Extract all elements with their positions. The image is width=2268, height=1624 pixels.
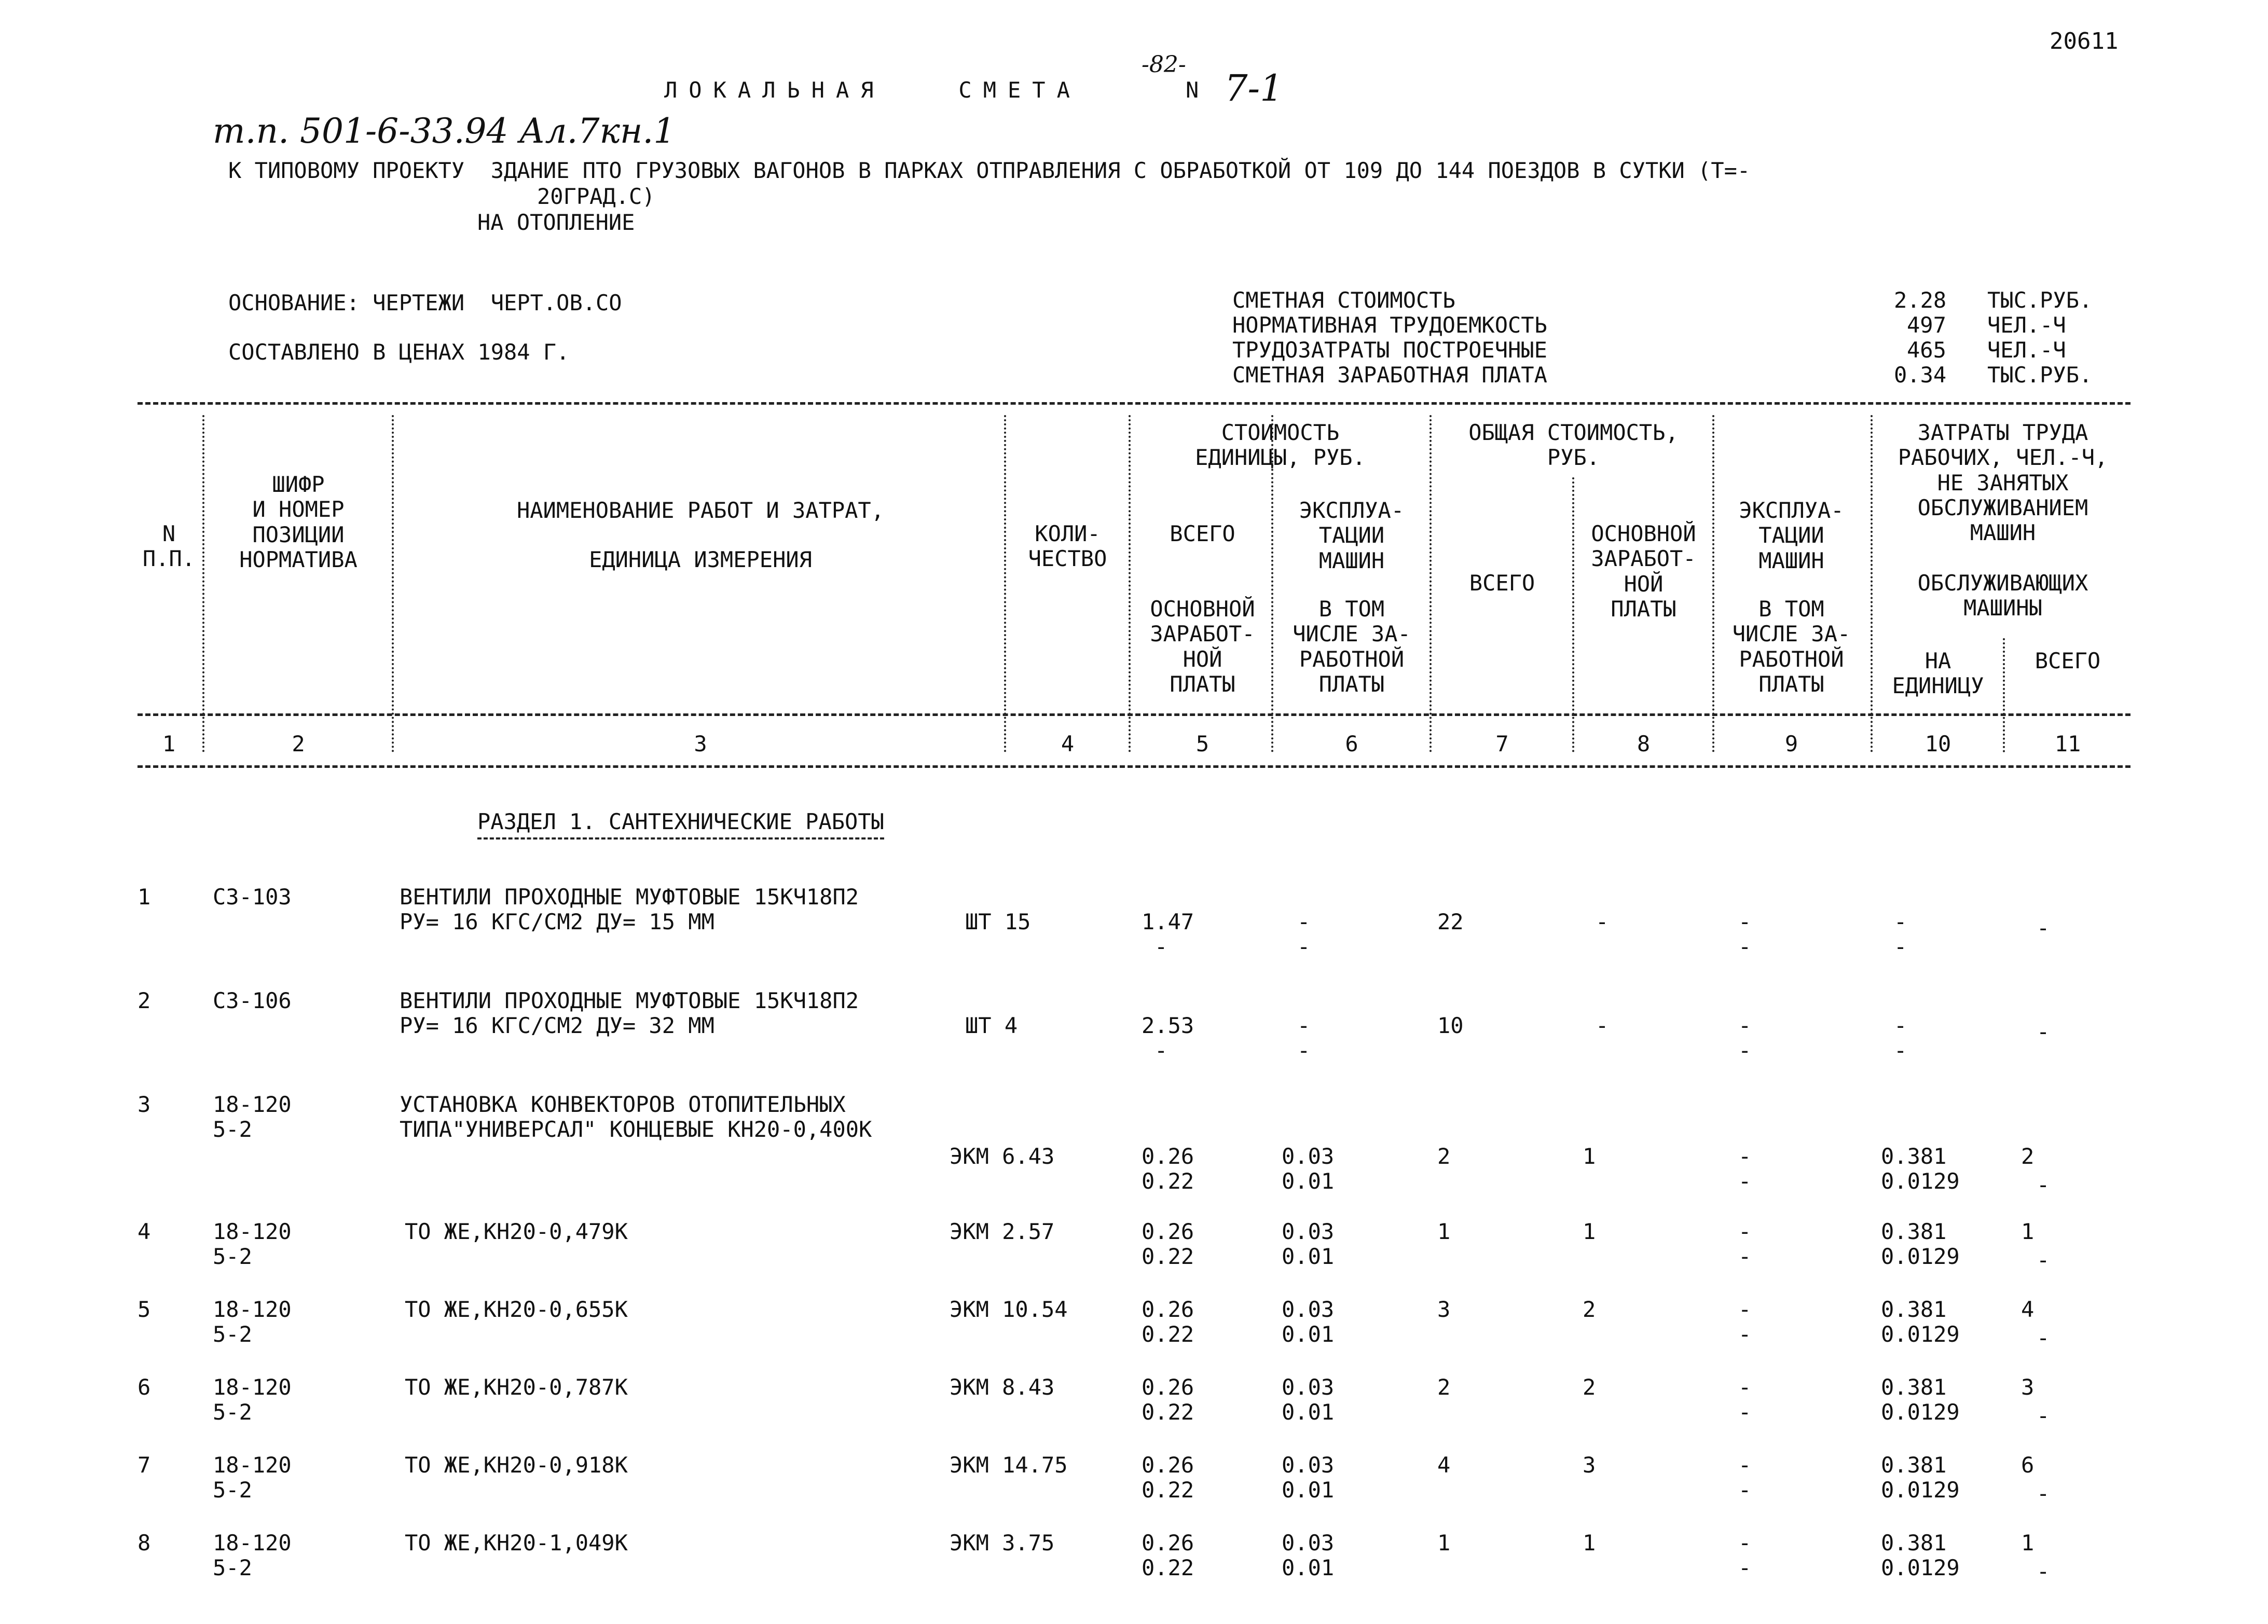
row-code-2: 5-2: [213, 1322, 252, 1347]
basis: ОСНОВАНИЕ: ЧЕРТЕЖИ ЧЕРТ.ОВ.СО: [228, 290, 622, 315]
row-quantity: ЭКМ 14.75: [950, 1452, 1068, 1478]
row-total-wage: -: [1596, 1013, 1609, 1038]
header-npp: N П.П.: [142, 521, 196, 572]
row-total-machines-wage: -: [1738, 1399, 1752, 1425]
summary-unit: ЧЕЛ.-Ч: [1987, 312, 2066, 338]
table-row: [0, 885, 2268, 962]
row-total-wage: 2: [1583, 1297, 1596, 1322]
archive-number: 20611: [2050, 28, 2119, 54]
row-labor-machines-per-unit: 0.0129: [1881, 1555, 1960, 1580]
header-labor-machines: ОБСЛУЖИВАЮЩИХ МАШИНЫ: [1917, 570, 2088, 621]
header-unit-machines-wage: В ТОМ ЧИСЛЕ ЗА- РАБОТНОЙ ПЛАТЫ: [1293, 596, 1411, 697]
row-labor-machines-total: -: [2037, 1247, 2050, 1273]
column-number: 6: [1345, 731, 1358, 756]
table-row: [0, 1375, 2268, 1453]
row-unit-wage: -: [1154, 934, 1168, 959]
column-divider: [2003, 638, 2005, 752]
column-divider: [1129, 415, 1131, 752]
header-unit-cost: СТОИМОСТЬ ЕДИНИЦЫ, РУБ.: [1195, 420, 1366, 471]
row-quantity: ЭКМ 6.43: [950, 1144, 1055, 1169]
row-code: 18-120: [213, 1092, 292, 1117]
header-total-wage: ОСНОВНОЙ ЗАРАБОТ- НОЙ ПЛАТЫ: [1591, 521, 1696, 622]
row-unit-machines-wage: 0.01: [1282, 1322, 1335, 1347]
title-n: N: [1186, 77, 1199, 103]
row-total-machines: -: [1738, 1013, 1752, 1038]
row-unit-total: 0.26: [1142, 1374, 1194, 1400]
summary-label: НОРМАТИВНАЯ ТРУДОЕМКОСТЬ: [1232, 312, 1547, 338]
row-unit-machines: 0.03: [1282, 1452, 1335, 1478]
row-total-machines-wage: -: [1738, 1555, 1752, 1580]
row-unit-machines: -: [1297, 1013, 1311, 1038]
row-name: ТО ЖЕ,КН20-0,918К: [405, 1452, 628, 1478]
summary-label: СМЕТНАЯ СТОИМОСТЬ: [1232, 287, 1455, 313]
row-unit-total: 0.26: [1142, 1144, 1194, 1169]
row-unit-wage: 0.22: [1142, 1399, 1194, 1425]
row-unit-machines: 0.03: [1282, 1374, 1335, 1400]
row-labor-per-unit: 0.381: [1881, 1144, 1947, 1169]
row-unit-machines: -: [1297, 909, 1311, 934]
summary-value: 0.34: [1894, 362, 1947, 388]
row-unit-machines-wage: 0.01: [1282, 1555, 1335, 1580]
row-labor-machines-per-unit: 0.0129: [1881, 1244, 1960, 1269]
summary-unit: ТЫС.РУБ.: [1987, 362, 2093, 388]
header-quantity: КОЛИ- ЧЕСТВО: [1028, 521, 1107, 572]
row-quantity: ЭКМ 2.57: [950, 1219, 1055, 1244]
row-labor-per-unit: 0.381: [1881, 1530, 1947, 1556]
row-total: 2: [1437, 1144, 1451, 1169]
row-labor-machines-per-unit: 0.0129: [1881, 1322, 1960, 1347]
row-labor-total: 4: [2021, 1297, 2035, 1322]
row-total-wage: 3: [1583, 1452, 1596, 1478]
column-divider: [1429, 415, 1432, 752]
column-divider: [1871, 415, 1873, 752]
row-total: 10: [1437, 1013, 1464, 1038]
row-labor-machines-total: -: [2037, 1481, 2050, 1506]
row-quantity: ШТ 4: [965, 1013, 1018, 1038]
row-labor-machines-total: -: [2037, 1172, 2050, 1198]
row-number: 5: [138, 1297, 151, 1322]
column-divider: [1572, 477, 1574, 752]
row-labor-total: 6: [2021, 1452, 2035, 1478]
header-unit-total: ВСЕГО: [1170, 521, 1235, 546]
row-total: 4: [1437, 1452, 1451, 1478]
row-unit-total: 1.47: [1142, 909, 1194, 934]
row-code-2: 5-2: [213, 1117, 252, 1142]
row-total: 2: [1437, 1374, 1451, 1400]
row-unit-machines: 0.03: [1282, 1219, 1335, 1244]
header-name: НАИМЕНОВАНИЕ РАБОТ И ЗАТРАТ,: [516, 498, 884, 523]
summary-label: ТРУДОЗАТРАТЫ ПОСТРОЕЧНЫЕ: [1232, 337, 1547, 363]
table-row: [0, 1092, 2268, 1198]
row-code-2: 5-2: [213, 1477, 252, 1503]
row-name: ВЕНТИЛИ ПРОХОДНЫЕ МУФТОВЫЕ 15КЧ18П2: [400, 988, 859, 1013]
column-number: 11: [2054, 731, 2081, 756]
summary-value: 465: [1907, 337, 1946, 363]
table-row: [0, 1531, 2268, 1608]
row-unit-wage: 0.22: [1142, 1168, 1194, 1194]
row-labor-total: 1: [2021, 1219, 2035, 1244]
row-labor-per-unit: 0.381: [1881, 1219, 1947, 1244]
summary-label: СМЕТНАЯ ЗАРАБОТНАЯ ПЛАТА: [1232, 362, 1547, 388]
column-divider: [1712, 415, 1714, 752]
row-labor-per-unit: 0.381: [1881, 1452, 1947, 1478]
row-quantity: ШТ 15: [965, 909, 1031, 934]
row-labor-total: 3: [2021, 1374, 2035, 1400]
row-unit-machines-wage: 0.01: [1282, 1244, 1335, 1269]
row-labor-total: 1: [2021, 1530, 2035, 1556]
purpose: НА ОТОПЛЕНИЕ: [477, 210, 635, 235]
summary-value: 497: [1907, 312, 1946, 338]
row-name-2: РУ= 16 КГС/СМ2 ДУ= 32 ММ: [400, 1013, 714, 1038]
row-labor-machines-per-unit: -: [1894, 934, 1907, 959]
row-name: УСТАНОВКА КОНВЕКТОРОВ ОТОПИТЕЛЬНЫХ: [400, 1092, 846, 1117]
separator-line: [138, 713, 2130, 716]
header-total-cost: ОБЩАЯ СТОИМОСТЬ, РУБ.: [1468, 420, 1679, 471]
table-row: [0, 1219, 2268, 1297]
title-number: 7-1: [1225, 67, 1283, 109]
row-name: ВЕНТИЛИ ПРОХОДНЫЕ МУФТОВЫЕ 15КЧ18П2: [400, 884, 859, 910]
project-line-2: 20ГРАД.С): [537, 184, 655, 209]
row-code: 18-120: [213, 1374, 292, 1400]
page-number: -82-: [1142, 51, 1186, 78]
table-row: [0, 1453, 2268, 1531]
row-total-wage: 1: [1583, 1144, 1596, 1169]
row-unit-total: 0.26: [1142, 1297, 1194, 1322]
row-number: 7: [138, 1452, 151, 1478]
header-total-machines-wage: В ТОМ ЧИСЛЕ ЗА- РАБОТНОЙ ПЛАТЫ: [1732, 596, 1851, 697]
row-unit-wage: 0.22: [1142, 1477, 1194, 1503]
header-per-unit: НА ЕДИНИЦУ: [1892, 648, 1984, 699]
row-code-2: 5-2: [213, 1555, 252, 1580]
row-unit-machines: 0.03: [1282, 1297, 1335, 1322]
summary-unit: ЧЕЛ.-Ч: [1987, 337, 2066, 363]
row-total-machines-wage: -: [1738, 1322, 1752, 1347]
header-labor-total: ВСЕГО: [2035, 648, 2101, 673]
row-quantity: ЭКМ 8.43: [950, 1374, 1055, 1400]
row-name: ТО ЖЕ,КН20-1,049К: [405, 1530, 628, 1556]
row-number: 8: [138, 1530, 151, 1556]
column-number: 4: [1061, 731, 1075, 756]
column-number: 8: [1637, 731, 1651, 756]
separator-line: [138, 402, 2130, 405]
row-total-machines-wage: -: [1738, 1168, 1752, 1194]
row-number: 4: [138, 1219, 151, 1244]
header-total: ВСЕГО: [1469, 570, 1535, 596]
row-labor-machines-per-unit: 0.0129: [1881, 1399, 1960, 1425]
row-total-wage: -: [1596, 909, 1609, 934]
row-unit-total: 0.26: [1142, 1219, 1194, 1244]
row-total-machines-wage: -: [1738, 1244, 1752, 1269]
row-labor-total: -: [2037, 1019, 2050, 1044]
row-total: 1: [1437, 1530, 1451, 1556]
row-unit-machines: 0.03: [1282, 1530, 1335, 1556]
row-unit-machines-wage: -: [1297, 934, 1311, 959]
row-total: 22: [1437, 909, 1464, 934]
table-row: [0, 988, 2268, 1066]
row-unit-total: 0.26: [1142, 1530, 1194, 1556]
row-total-machines-wage: -: [1738, 934, 1752, 959]
row-total-wage: 2: [1583, 1374, 1596, 1400]
row-total-machines: -: [1738, 1297, 1752, 1322]
row-total-machines: -: [1738, 909, 1752, 934]
row-code: 18-120: [213, 1219, 292, 1244]
column-number: 3: [694, 731, 707, 756]
row-code: 18-120: [213, 1297, 292, 1322]
row-labor-machines-total: -: [2037, 1403, 2050, 1428]
row-name: ТО ЖЕ,КН20-0,787К: [405, 1374, 628, 1400]
separator-line: [138, 765, 2130, 768]
row-total-machines-wage: -: [1738, 1477, 1752, 1503]
row-labor-total: 2: [2021, 1144, 2035, 1169]
row-unit-machines-wage: 0.01: [1282, 1477, 1335, 1503]
header-unit-machines: ЭКСПЛУА- ТАЦИИ МАШИН: [1299, 498, 1405, 573]
row-labor-per-unit: 0.381: [1881, 1374, 1947, 1400]
row-labor-machines-total: -: [2037, 1325, 2050, 1351]
row-name: ТО ЖЕ,КН20-0,655К: [405, 1297, 628, 1322]
summary-value: 2.28: [1894, 287, 1947, 313]
row-labor-total: -: [2037, 915, 2050, 941]
column-divider: [392, 415, 394, 752]
column-number: 2: [292, 731, 305, 756]
header-unit-wage: ОСНОВНОЙ ЗАРАБОТ- НОЙ ПЛАТЫ: [1150, 596, 1255, 697]
row-labor-per-unit: 0.381: [1881, 1297, 1947, 1322]
prices: СОСТАВЛЕНО В ЦЕНАХ 1984 Г.: [228, 339, 570, 365]
header-code: ШИФР И НОМЕР ПОЗИЦИИ НОРМАТИВА: [239, 472, 358, 572]
row-total-machines-wage: -: [1738, 1038, 1752, 1063]
row-total-wage: 1: [1583, 1219, 1596, 1244]
row-unit-total: 0.26: [1142, 1452, 1194, 1478]
row-total-machines: -: [1738, 1530, 1752, 1556]
row-number: 3: [138, 1092, 151, 1117]
row-unit-wage: -: [1154, 1038, 1168, 1063]
column-number: 9: [1784, 731, 1798, 756]
column-divider: [1004, 415, 1006, 752]
row-unit-wage: 0.22: [1142, 1244, 1194, 1269]
row-total-machines: -: [1738, 1452, 1752, 1478]
row-unit-wage: 0.22: [1142, 1555, 1194, 1580]
row-code: С3-103: [213, 884, 292, 910]
row-unit-wage: 0.22: [1142, 1322, 1194, 1347]
row-labor-machines-per-unit: 0.0129: [1881, 1477, 1960, 1503]
row-labor-per-unit: -: [1894, 909, 1907, 934]
project-line: К ТИПОВОМУ ПРОЕКТУ ЗДАНИЕ ПТО ГРУЗОВЫХ ВАГОНОВ В ПАРКАХ ОТПРАВЛЕНИЯ С ОБРАБОТКОЙ ОТ 109 ДО 144 ПОЕЗДОВ В СУТКИ (Т=-: [228, 158, 1751, 183]
summary-unit: ТЫС.РУБ.: [1987, 287, 2093, 313]
row-quantity: ЭКМ 3.75: [950, 1530, 1055, 1556]
row-labor-machines-per-unit: 0.0129: [1881, 1168, 1960, 1194]
row-code-2: 5-2: [213, 1399, 252, 1425]
row-total-machines: -: [1738, 1219, 1752, 1244]
row-total-machines: -: [1738, 1374, 1752, 1400]
row-total: 3: [1437, 1297, 1451, 1322]
row-code: С3-106: [213, 988, 292, 1013]
row-unit-total: 2.53: [1142, 1013, 1194, 1038]
row-quantity: ЭКМ 10.54: [950, 1297, 1068, 1322]
document-title: ЛОКАЛЬНАЯ СМЕТА: [664, 77, 1081, 103]
header-unit: ЕДИНИЦА ИЗМЕРЕНИЯ: [589, 547, 812, 572]
row-unit-machines-wage: 0.01: [1282, 1399, 1335, 1425]
row-labor-machines-total: -: [2037, 1559, 2050, 1584]
row-number: 1: [138, 884, 151, 910]
column-number: 10: [1925, 731, 1951, 756]
row-name-2: ТИПА"УНИВЕРСАЛ" КОНЦЕВЫЕ КН20-0,400К: [400, 1117, 872, 1142]
column-number: 1: [162, 731, 176, 756]
row-total-wage: 1: [1583, 1530, 1596, 1556]
row-code: 18-120: [213, 1530, 292, 1556]
section-title: РАЗДЕЛ 1. САНТЕХНИЧЕСКИЕ РАБОТЫ: [477, 809, 884, 839]
column-number: 7: [1495, 731, 1509, 756]
row-labor-machines-per-unit: -: [1894, 1038, 1907, 1063]
row-number: 6: [138, 1374, 151, 1400]
row-unit-machines: 0.03: [1282, 1144, 1335, 1169]
header-labor: ЗАТРАТЫ ТРУДА РАБОЧИХ, ЧЕЛ.-Ч, НЕ ЗАНЯТЫХ ОБСЛУЖИВАНИЕМ МАШИН: [1898, 420, 2108, 546]
row-total: 1: [1437, 1219, 1451, 1244]
row-number: 2: [138, 988, 151, 1013]
row-total-machines: -: [1738, 1144, 1752, 1169]
row-code: 18-120: [213, 1452, 292, 1478]
table-row: [0, 1297, 2268, 1375]
row-unit-machines-wage: -: [1297, 1038, 1311, 1063]
column-number: 5: [1195, 731, 1209, 756]
row-code-2: 5-2: [213, 1244, 252, 1269]
row-labor-per-unit: -: [1894, 1013, 1907, 1038]
column-divider: [202, 415, 204, 752]
row-name: ТО ЖЕ,КН20-0,479К: [405, 1219, 628, 1244]
row-name-2: РУ= 16 КГС/СМ2 ДУ= 15 ММ: [400, 909, 714, 934]
header-total-machines: ЭКСПЛУА- ТАЦИИ МАШИН: [1739, 498, 1844, 573]
handwritten-ref: т.п. 501-6-33.94 Ал.7кн.1: [213, 111, 676, 151]
row-unit-machines-wage: 0.01: [1282, 1168, 1335, 1194]
